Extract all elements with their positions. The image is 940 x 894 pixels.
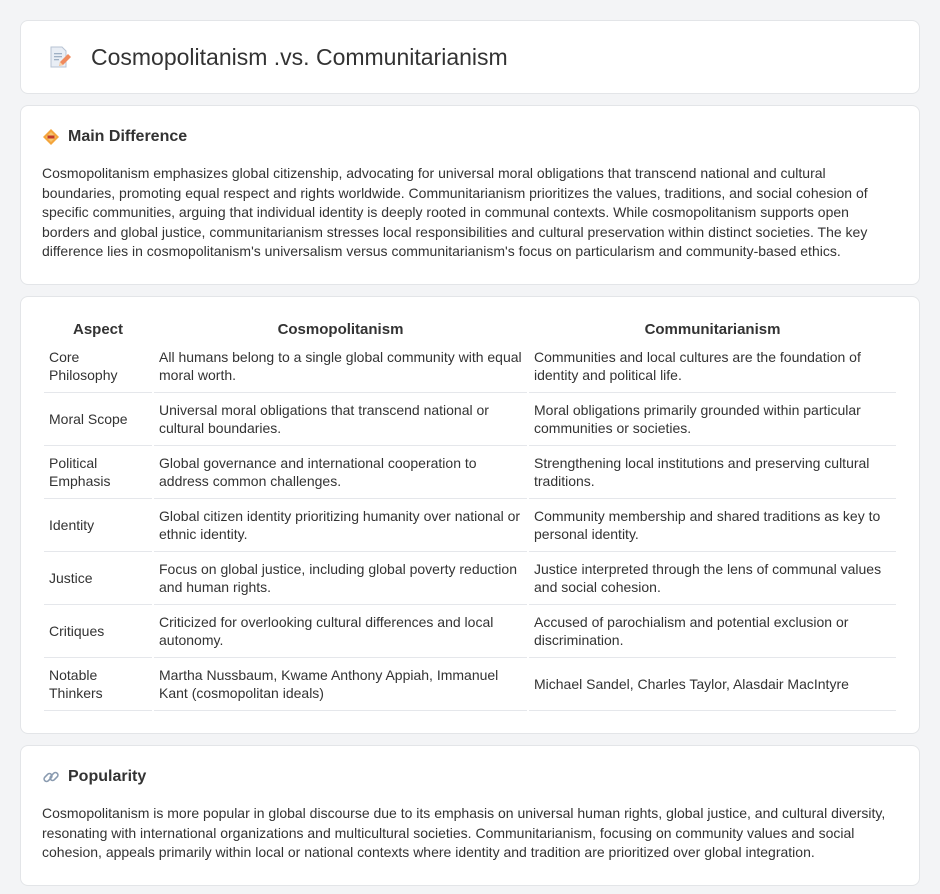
communitarianism-cell: Community membership and shared traditions as key to personal identity.: [529, 499, 896, 552]
aspect-cell: Critiques: [44, 605, 152, 658]
main-difference-heading: Main Difference: [68, 128, 188, 145]
header-aspect: Aspect: [72, 320, 124, 338]
comparison-table: [42, 319, 898, 711]
table-row: [44, 499, 896, 552]
main-difference-text: Cosmopolitanism emphasizes global citizenship, advocating for universal moral obligations that transcend national and cultural boundaries, promoting equal respect and rights worldwide. Communitarianism prioritizes the values, traditions, and social cohesion of specific communities, arguing that individual identity is deeply rooted in communal contexts. While cosmopolitanism supports open borders and global justice, communitarianism stresses local responsibilities and cultural preservation within distinct societies. The key difference lies in cosmopolitanism's universalism versus communitarianism's focus on particularism and community-based ethics.: [42, 165, 868, 260]
header-cosmopolitanism: Cosmopolitanism: [277, 320, 404, 338]
main-difference-section: [20, 105, 920, 285]
cosmopolitanism-cell: Global citizen identity prioritizing humanity over national or ethnic identity.: [154, 499, 527, 552]
page-title: Cosmopolitanism .vs. Communitarianism: [91, 43, 508, 70]
aspect-cell: Moral Scope: [44, 393, 152, 446]
table-row: [44, 605, 896, 658]
cosmopolitanism-cell: All humans belong to a single global community with equal moral worth.: [154, 340, 527, 393]
popularity-text: Cosmopolitanism is more popular in global discourse due to its emphasis on universal human rights, global justice, and cultural diversity, resonating with international organizations and multicultural societies. Communitarianism, focusing on community values and social cohesion, appeals primarily within local or national contexts where identity and tradition are prioritized over global integration.: [42, 804, 886, 861]
cosmopolitanism-cell: Martha Nussbaum, Kwame Anthony Appiah, Immanuel Kant (cosmopolitan ideals): [154, 658, 527, 711]
cosmopolitanism-cell: Criticized for overlooking cultural differences and local autonomy.: [154, 605, 527, 658]
aspect-cell: Core Philosophy: [44, 340, 152, 393]
aspect-cell: Political Emphasis: [44, 446, 152, 499]
cosmopolitanism-cell: Global governance and international cooperation to address common challenges.: [154, 446, 527, 499]
aspect-cell: Notable Thinkers: [44, 658, 152, 711]
table-row: [44, 340, 896, 393]
table-row: [44, 552, 896, 605]
diamond-warning-icon: [42, 128, 60, 146]
link-icon: [42, 768, 60, 786]
communitarianism-cell: Accused of parochialism and potential exclusion or discrimination.: [529, 605, 896, 658]
table-row: [44, 658, 896, 711]
header-communitarianism: Communitarianism: [644, 320, 781, 338]
communitarianism-cell: Communities and local cultures are the foundation of identity and political life.: [529, 340, 896, 393]
document-pencil-icon: [47, 45, 71, 69]
header-card: [20, 20, 920, 94]
cosmopolitanism-cell: Focus on global justice, including global poverty reduction and human rights.: [154, 552, 527, 605]
communitarianism-cell: Justice interpreted through the lens of communal values and social cohesion.: [529, 552, 896, 605]
comparison-table-card: [20, 296, 920, 734]
popularity-section: [20, 745, 920, 886]
table-row: [44, 446, 896, 499]
aspect-cell: Identity: [44, 499, 152, 552]
table-row: [44, 393, 896, 446]
communitarianism-cell: Michael Sandel, Charles Taylor, Alasdair MacIntyre: [529, 658, 896, 711]
communitarianism-cell: Moral obligations primarily grounded within particular communities or societies.: [529, 393, 896, 446]
communitarianism-cell: Strengthening local institutions and preserving cultural traditions.: [529, 446, 896, 499]
cosmopolitanism-cell: Universal moral obligations that transcend national or cultural boundaries.: [154, 393, 527, 446]
aspect-cell: Justice: [44, 552, 152, 605]
popularity-heading: Popularity: [68, 767, 147, 785]
